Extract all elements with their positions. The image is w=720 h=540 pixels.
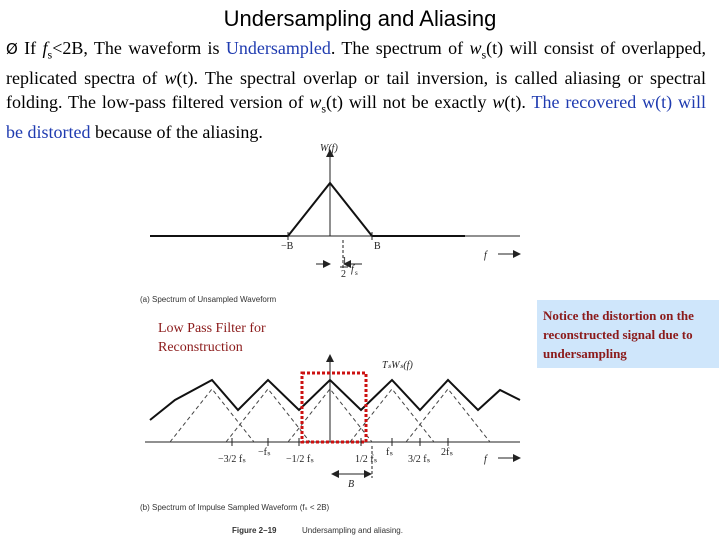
para-ws: w: [469, 38, 482, 58]
para-seg2: . The spectrum of: [330, 38, 470, 58]
fig-a-neg-b: −B: [281, 241, 294, 252]
fig-a-half-f-sub: s: [355, 269, 358, 277]
notice-callout: Notice the distortion on the reconstructed signal due to undersampling: [537, 300, 719, 368]
fig-a-pos-b: B: [374, 241, 381, 252]
fig-a-half-num: 1: [342, 256, 347, 267]
replica-pos2: [406, 389, 490, 442]
fig-b-tick-neg-1: −fₛ: [258, 447, 271, 458]
para-undersampled: Undersampled: [225, 38, 331, 58]
replica-pos1: [350, 389, 434, 442]
figure-caption-text: Undersampling and aliasing.: [302, 526, 403, 535]
para-cond: <2B, The waveform is: [52, 38, 226, 58]
fig-a-spectrum: [150, 183, 465, 236]
para-seg5: (t) will not be exactly: [326, 91, 493, 112]
slide-title: Undersampling and Aliasing: [223, 6, 497, 31]
para-ws2: w: [309, 91, 322, 112]
para-recovered: The recovered w(t) will be distorted: [6, 91, 707, 142]
fig-b-tick-neg-1-5: −3/2 fₛ: [218, 454, 246, 465]
para-ws-sub: s: [481, 47, 487, 62]
fig-b-tick-1-5: 3/2 fₛ: [408, 454, 431, 465]
fig-b-b-label: B: [348, 479, 355, 490]
para-seg6: (t).: [504, 91, 532, 112]
fig-a-ylabel: W(f): [320, 143, 338, 154]
fig-b-tick-half: 1/2 fₛ: [355, 454, 378, 465]
para-fs: f: [42, 38, 48, 58]
para-w2: w: [492, 91, 505, 112]
para-seg1: If: [24, 38, 43, 58]
fig-b-summed-spectrum: [150, 380, 520, 420]
para-seg3: (t) will consist of overlapped, replicated spectra of: [6, 38, 707, 89]
fig-b-f: f: [484, 454, 487, 465]
para-w: w: [164, 68, 177, 89]
fig-a-half-den: 2: [341, 269, 346, 280]
fig-a-caption: (a) Spectrum of Unsampled Waveform: [140, 295, 277, 304]
para-seg4: (t). The spectral overlap or tail inversion, is called aliasing or spectral folding. The low-pass filtered version of: [6, 68, 706, 112]
para-ws2-sub: s: [321, 101, 327, 116]
figure-number: Figure 2–19: [232, 526, 277, 535]
fig-b-tick-neg-half: −1/2 fₛ: [286, 454, 314, 465]
fig-a-half-f: f: [351, 264, 354, 275]
fig-a-f: f: [484, 250, 487, 261]
fig-b-caption: (b) Spectrum of Impulse Sampled Waveform (fₛ < 2B): [140, 503, 330, 512]
para-fs-sub: s: [47, 47, 53, 62]
para-seg7: because of the aliasing.: [90, 121, 263, 142]
bullet-arrow-icon: Ø: [6, 40, 18, 58]
fig-b-ylabel: TₛWₛ(f): [382, 360, 413, 371]
lpf-label: Low Pass Filter for Reconstruction: [158, 321, 266, 355]
fig-b-tick-1: fₛ: [386, 447, 394, 458]
replica-neg1: [226, 389, 310, 442]
fig-b-tick-2: 2fₛ: [441, 447, 454, 458]
